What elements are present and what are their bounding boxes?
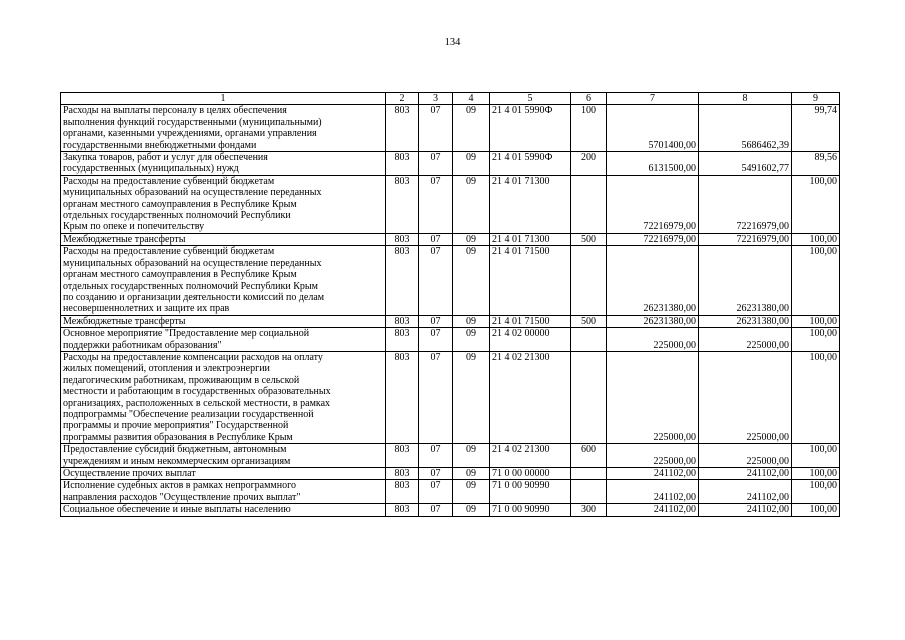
row-planned-amount: 72216979,00 <box>607 233 699 245</box>
row-description-text: Межбюджетные трансферты <box>63 315 186 327</box>
row-executed-amount: 26231380,00 <box>699 315 792 327</box>
row-planned-amount: 26231380,00 <box>607 315 699 327</box>
row-ministry-code: 803 <box>386 504 419 516</box>
row-executed-amount: 225000,00 <box>699 444 792 468</box>
row-planned-amount: 5701400,00 <box>607 105 699 152</box>
row-description-text: Межбюджетные трансферты <box>63 233 186 245</box>
column-header: 2 <box>386 93 419 105</box>
row-ministry-code: 803 <box>386 152 419 176</box>
row-section-code: 07 <box>419 175 453 233</box>
row-description-text: Социальное обеспечение и иные выплаты населению <box>63 504 291 516</box>
row-target-article: 71 0 00 90990 <box>490 480 571 504</box>
row-subsection-code: 09 <box>453 328 490 352</box>
row-subsection-code: 09 <box>453 504 490 516</box>
row-section-code: 07 <box>419 444 453 468</box>
row-execution-percent: 100,00 <box>792 504 840 516</box>
row-execution-percent: 100,00 <box>792 480 840 504</box>
row-planned-amount: 241102,00 <box>607 468 699 480</box>
row-expense-type: 100 <box>571 105 607 152</box>
row-description <box>61 233 386 245</box>
row-description <box>61 246 386 315</box>
row-execution-percent: 100,00 <box>792 351 840 443</box>
row-target-article: 21 4 02 00000 <box>490 328 571 352</box>
row-description-text: Расходы на предоставление субвенций бюджетам муниципальных образований на осуществление переданных органам местного самоуправления в Республике Крым отдельных государственных полномочий Республики Крым по созданию и организации деятельности комиссий по делам несовершеннолетних и защите их прав <box>63 246 325 315</box>
table-row <box>61 480 840 504</box>
row-execution-percent: 100,00 <box>792 444 840 468</box>
row-description-text: Предоставление субсидий бюджетным, автономным учреждениям и иным некоммерческим организациям <box>63 444 291 467</box>
budget-table <box>60 92 840 517</box>
column-header: 8 <box>699 93 792 105</box>
row-expense-type <box>571 480 607 504</box>
table-header-row <box>61 93 840 105</box>
table-row <box>61 468 840 480</box>
table-row <box>61 328 840 352</box>
column-header: 1 <box>61 93 386 105</box>
row-executed-amount: 241102,00 <box>699 480 792 504</box>
row-execution-percent: 100,00 <box>792 175 840 233</box>
row-ministry-code: 803 <box>386 315 419 327</box>
row-target-article: 21 4 01 5990Ф <box>490 105 571 152</box>
row-description-text: Исполнение судебных актов в рамках непрограммного направления расходов "Осуществление прочих выплат" <box>63 480 301 503</box>
row-executed-amount: 5686462,39 <box>699 105 792 152</box>
row-section-code: 07 <box>419 328 453 352</box>
row-planned-amount: 225000,00 <box>607 351 699 443</box>
row-planned-amount: 225000,00 <box>607 444 699 468</box>
row-executed-amount: 241102,00 <box>699 504 792 516</box>
row-description-text: Расходы на предоставление субвенций бюджетам муниципальных образований на осуществление переданных органам местного самоуправления в Республике Крым отдельных государственных полномочий Республики Крым по опеке и попечительству <box>63 175 322 233</box>
row-execution-percent: 89,56 <box>792 152 840 176</box>
table-row <box>61 246 840 315</box>
table-row <box>61 504 840 516</box>
row-expense-type <box>571 175 607 233</box>
row-section-code: 07 <box>419 233 453 245</box>
row-ministry-code: 803 <box>386 351 419 443</box>
row-ministry-code: 803 <box>386 444 419 468</box>
row-target-article: 21 4 01 71300 <box>490 233 571 245</box>
row-section-code: 07 <box>419 504 453 516</box>
row-description-text: Основное мероприятие "Предоставление мер социальной поддержки работникам образования" <box>63 328 310 351</box>
row-description <box>61 468 386 480</box>
row-target-article: 21 4 01 71500 <box>490 315 571 327</box>
row-executed-amount: 26231380,00 <box>699 246 792 315</box>
row-execution-percent: 100,00 <box>792 233 840 245</box>
row-expense-type <box>571 351 607 443</box>
row-subsection-code: 09 <box>453 175 490 233</box>
row-execution-percent: 100,00 <box>792 315 840 327</box>
row-description <box>61 175 386 233</box>
row-section-code: 07 <box>419 246 453 315</box>
row-subsection-code: 09 <box>453 246 490 315</box>
row-expense-type: 200 <box>571 152 607 176</box>
row-executed-amount: 72216979,00 <box>699 233 792 245</box>
table-row <box>61 444 840 468</box>
row-planned-amount: 225000,00 <box>607 328 699 352</box>
row-ministry-code: 803 <box>386 175 419 233</box>
row-planned-amount: 26231380,00 <box>607 246 699 315</box>
row-section-code: 07 <box>419 315 453 327</box>
column-header: 4 <box>453 93 490 105</box>
row-description-text: Расходы на выплаты персоналу в целях обеспечения выполнения функций государственными (муниципальными) органами, казенными учреждениями, органами управления государственными внебюджетными фондами <box>63 105 322 151</box>
column-header: 9 <box>792 93 840 105</box>
row-planned-amount: 241102,00 <box>607 504 699 516</box>
row-description <box>61 504 386 516</box>
row-expense-type <box>571 328 607 352</box>
page-number: 134 <box>444 37 461 48</box>
row-description <box>61 328 386 352</box>
row-execution-percent: 99,74 <box>792 105 840 152</box>
row-description <box>61 480 386 504</box>
table-row <box>61 175 840 233</box>
row-target-article: 71 0 00 00000 <box>490 468 571 480</box>
row-subsection-code: 09 <box>453 105 490 152</box>
row-ministry-code: 803 <box>386 468 419 480</box>
row-execution-percent: 100,00 <box>792 468 840 480</box>
row-expense-type: 500 <box>571 233 607 245</box>
row-section-code: 07 <box>419 468 453 480</box>
row-description <box>61 105 386 152</box>
row-target-article: 71 0 00 90990 <box>490 504 571 516</box>
row-subsection-code: 09 <box>453 233 490 245</box>
row-target-article: 21 4 01 5990Ф <box>490 152 571 176</box>
table-row <box>61 351 840 443</box>
row-target-article: 21 4 01 71300 <box>490 175 571 233</box>
row-section-code: 07 <box>419 152 453 176</box>
row-expense-type <box>571 246 607 315</box>
column-header: 7 <box>607 93 699 105</box>
table-row <box>61 105 840 152</box>
row-section-code: 07 <box>419 351 453 443</box>
row-section-code: 07 <box>419 105 453 152</box>
row-ministry-code: 803 <box>386 233 419 245</box>
row-subsection-code: 09 <box>453 351 490 443</box>
column-header: 5 <box>490 93 571 105</box>
row-subsection-code: 09 <box>453 444 490 468</box>
column-header: 6 <box>571 93 607 105</box>
column-header: 3 <box>419 93 453 105</box>
row-subsection-code: 09 <box>453 315 490 327</box>
row-target-article: 21 4 02 21300 <box>490 444 571 468</box>
row-section-code: 07 <box>419 480 453 504</box>
row-ministry-code: 803 <box>386 246 419 315</box>
row-description <box>61 444 386 468</box>
row-description <box>61 315 386 327</box>
table-row <box>61 233 840 245</box>
row-ministry-code: 803 <box>386 105 419 152</box>
row-subsection-code: 09 <box>453 152 490 176</box>
table-row <box>61 152 840 176</box>
row-description-text: Расходы на предоставление компенсации расходов на оплату жилых помещений, отопления и электроэнергии педагогическим работникам, проживающим в сельской местности и работающим в государственных образовательных организациях, расположенных в сельской местности, в рамках подпрограммы "Обеспечение реализации государственной программы и прочие мероприятия" Государственной программы развития образования в Республике Крым <box>63 351 331 443</box>
row-planned-amount: 72216979,00 <box>607 175 699 233</box>
row-description <box>61 351 386 443</box>
row-description-text: Осуществление прочих выплат <box>63 468 196 479</box>
row-executed-amount: 72216979,00 <box>699 175 792 233</box>
row-ministry-code: 803 <box>386 328 419 352</box>
row-description-text: Закупка товаров, работ и услуг для обеспечения государственных (муниципальных) нужд <box>63 152 268 175</box>
row-description <box>61 152 386 176</box>
row-executed-amount: 241102,00 <box>699 468 792 480</box>
row-executed-amount: 5491602,77 <box>699 152 792 176</box>
row-expense-type: 500 <box>571 315 607 327</box>
row-expense-type <box>571 468 607 480</box>
row-target-article: 21 4 02 21300 <box>490 351 571 443</box>
row-executed-amount: 225000,00 <box>699 328 792 352</box>
row-planned-amount: 241102,00 <box>607 480 699 504</box>
row-planned-amount: 6131500,00 <box>607 152 699 176</box>
table-row <box>61 315 840 327</box>
row-executed-amount: 225000,00 <box>699 351 792 443</box>
row-subsection-code: 09 <box>453 468 490 480</box>
row-expense-type: 600 <box>571 444 607 468</box>
row-execution-percent: 100,00 <box>792 328 840 352</box>
row-execution-percent: 100,00 <box>792 246 840 315</box>
row-subsection-code: 09 <box>453 480 490 504</box>
row-ministry-code: 803 <box>386 480 419 504</box>
row-expense-type: 300 <box>571 504 607 516</box>
row-target-article: 21 4 01 71500 <box>490 246 571 315</box>
